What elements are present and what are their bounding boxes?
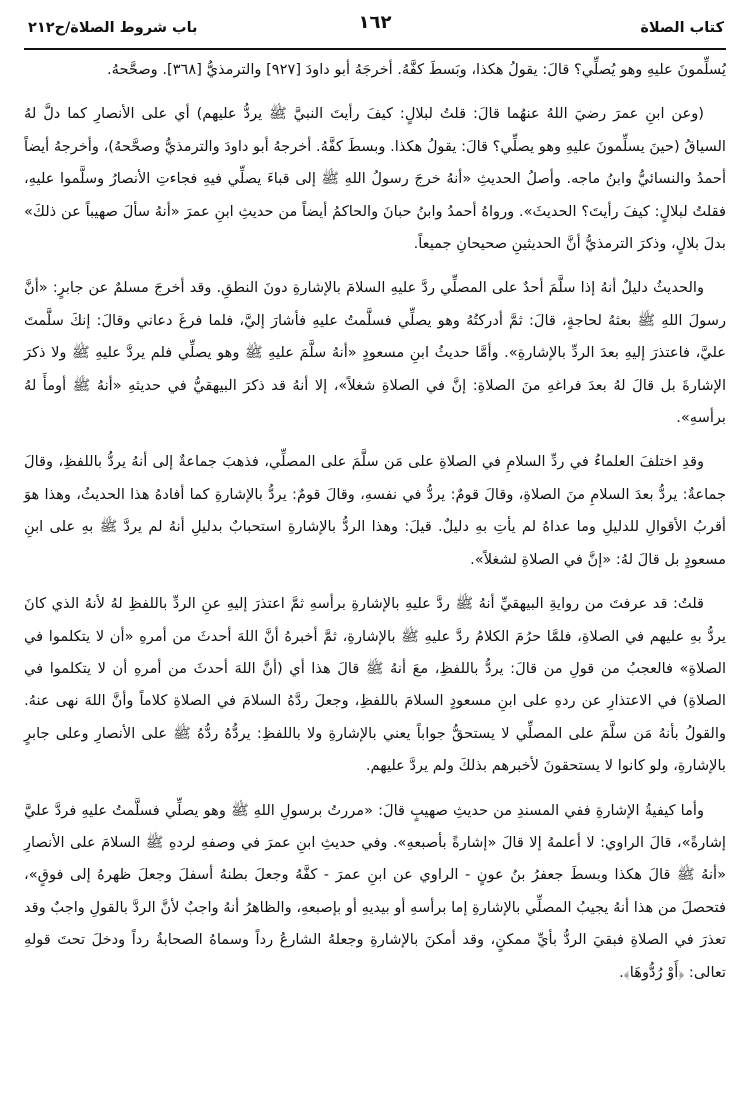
page-header bbox=[24, 0, 726, 50]
page-body bbox=[24, 50, 726, 989]
paragraph-3: والحديثُ دليلٌ أنهُ إذا سلَّمَ أحدٌ على المصلِّي ردَّ عليهِ السلامَ بالإشارةِ دونَ النطقِ. وقد أخرجَ مسلمٌ عن جابرٍ: «أنَّ رسولَ اللهِ ﷺ بعثهُ لحاجةٍ، قالَ: ثمَّ أدركتُهُ وهو يصلِّي فسلَّمتُ عليهِ فأشارَ إليَّ، فلما فرغَ دعاني وقالَ: إنكَ سلَّمتَ عليَّ، فاعتذرَ إليهِ بعدَ الردِّ بالإشارةِ». وأمَّا حديثُ ابنِ مسعودٍ «أنهُ سلَّمَ عليهِ ﷺ وهو يصلِّي فلم يردَّ عليهِ ﷺ ولا ذكرَ الإشارةَ بل قالَ لهُ بعدَ فراغهِ منَ الصلاةِ: إنَّ في الصلاةِ شغلاً»، إلا أنهُ قد ذكرَ البيهقيُّ في حديثهِ «أنهُ ﷺ أومأَ لهُ برأسهِ». bbox=[24, 279, 726, 427]
paragraph-4: وقدِ اختلفَ العلماءُ في ردِّ السلامِ في الصلاةِ على مَن سلَّمَ على المصلِّي، فذهبَ جماعةٌ إلى أنهُ يردُّ باللفظِ، وقالَ جماعةٌ: يردُّ بعدَ السلامِ منَ الصلاةِ، وقالَ قومٌ: يردُّ في نفسهِ، وقالَ قومٌ: يردُّ بالإشارةِ كما أفادهُ هذا الحديثُ، وهذا هوَ أقربُ الأقوالِ للدليلِ وما عداهُ لم يأتِ بهِ دليلٌ. قيلَ: وهذا الردُّ بالإشارةِ استحبابٌ بدليلِ أنهُ لم يردَّ ﷺ بهِ على ابنِ مسعودٍ بل قالَ لهُ: «إنَّ في الصلاةِ لشغلاً». bbox=[24, 453, 726, 568]
paragraph-6: وأما كيفيةُ الإشارةِ ففي المسندِ من حديثِ صهيبٍ قالَ: «مررتُ برسولِ اللهِ ﷺ وهو يصلِّي فسلَّمتُ عليهِ فردَّ عليَّ إشارةً»، قالَ الراوي: لا أعلمهُ إلا قالَ «إشارةً بأصبعهِ». وفي حديثِ ابنِ عمرَ في وصفهِ لردهِ ﷺ السلامَ على الأنصارِ «أنهُ ﷺ قالَ هكذا وبسطَ جعفرُ بنُ عونٍ - الراوي عن ابنِ عمرَ - كفَّهُ وجعلَ بطنهُ أسفلَ وجعلَ ظهرهُ إلى فوقٍ»، فتحصلَ من هذا أنهُ يجيبُ المصلِّي بالإشارةِ إما برأسهِ أو بيديهِ أو بإصبعهِ، والظاهرُ أنهُ واجبٌ لأنَّ الردَّ بالقولِ واجبٌ وقد تعذرَ في الصلاةِ فبقيَ الردُّ بأيِّ ممكنٍ، وقد أمكنَ بالإشارةِ وجعلهُ الشارعُ رداً وسماهُ الصحابةُ رداً ودخلَ تحتَ قولهِ تعالى: ﴿أَوْ رُدُّوهَا﴾. bbox=[24, 801, 726, 981]
paragraph-5: قلتُ: قد عرفتَ من روايةِ البيهقيِّ أنهُ ﷺ ردَّ عليهِ بالإشارةِ برأسهِ ثمَّ اعتذرَ إليهِ عنِ الردِّ باللفظِ لهُ لأنهُ الذي كانَ يردُّ بهِ عليهم في الصلاةِ، فلمَّا حرُمَ الكلامُ ردَّ عليهِ ﷺ بالإشارةِ، ثمَّ أخبرهُ أنَّ اللهَ أحدثَ من أمرهِ «أن لا يتكلموا في الصلاةِ» فالعجبُ من قولِ من قالَ: يردُّ باللفظِ، معَ أنهُ ﷺ قالَ هذا أي (أنَّ اللهَ أحدثَ من أمرهِ أن لا يتكلموا في الصلاةِ) في الاعتذارِ عن ردهِ على ابنِ مسعودٍ السلامَ باللفظِ، وجعلَ ردَّهُ السلامَ في الصلاةِ كلاماً وأنَّ اللهَ نهى عنهُ. والقولُ بأنهُ مَن سلَّمَ على المصلِّي لا يستحقُّ جواباً يعني بالإشارةِ ولا باللفظِ: يردُّهُ ردُّهُ ﷺ على الأنصارِ وعلى جابرٍ بالإشارةِ، ولو كانوا لا يستحقونَ لأخبرهم بذلكَ ولم يردَّ عليهم. bbox=[24, 595, 726, 775]
paragraph-2: (وعن ابنِ عمرَ رضيَ اللهُ عنهُما قالَ: قلتُ لبلالٍ: كيفَ رأيتَ النبيَّ ﷺ يردُّ عليهم) أي على الأنصارِ كما دلَّ لهُ السياقُ (حينَ يسلِّمونَ عليهِ وهو يصلِّي؟ قالَ: يقولُ هكذا. وبسطَ كفَّهُ. أخرجهُ أبو داودَ والترمذيُّ وصحَّحهُ)، وأخرجهُ أيضاً أحمدُ والنسائيُّ وابنُ ماجه. وأصلُ الحديثِ «أنهُ خرجَ رسولُ اللهِ ﷺ إلى قباءَ يصلِّي فيهِ فجاءتِ الأنصارُ وسلَّموا عليهِ، فقلتُ لبلالٍ: كيفَ رأيتَ؟ الحديثَ». ورواهُ أحمدُ وابنُ حبانَ والحاكمُ أيضاً من حديثِ ابنِ عمرَ «أنهُ سألَ صهيباً عن ذلكَ» بدلَ بلالٍ، وذكرَ الترمذيُّ أنَّ الحديثينِ صحيحانِ جميعاً. bbox=[24, 105, 726, 253]
page-number: ١٦٢ bbox=[358, 12, 392, 33]
paragraph-1: يُسلِّمونَ عليهِ وهو يُصلِّي؟ قالَ: يقولُ هكذا، وبَسطَ كفَّهُ. أخرجَهُ أبو داودَ [٩٢٧] والترمذيُّ [٣٦٨]. وصحَّحهُ. bbox=[106, 61, 726, 78]
book-title: كتاب الصلاة bbox=[640, 20, 724, 36]
chapter-title: باب شروط الصلاة/ح٢١٢ bbox=[28, 20, 198, 36]
